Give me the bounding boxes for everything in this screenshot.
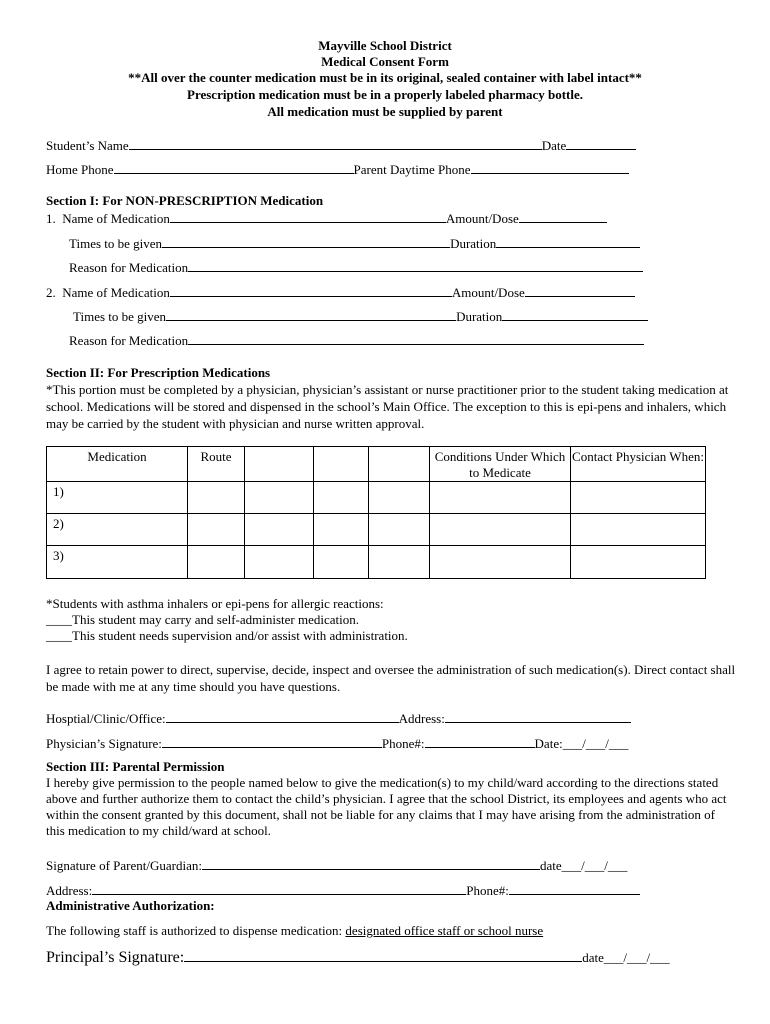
table-cell[interactable] <box>571 546 706 579</box>
table-row <box>47 546 706 579</box>
med1-name-field[interactable] <box>170 210 446 223</box>
parent-date[interactable]: date___/___/___ <box>539 858 628 873</box>
parent-phone-label: Phone#: <box>466 883 509 898</box>
physician-phone-label: Phone#: <box>381 736 425 751</box>
med1-times-row <box>69 235 640 252</box>
student-name-field[interactable] <box>129 137 542 150</box>
row-number[interactable]: 3) <box>47 546 188 579</box>
phone-row <box>46 161 629 178</box>
table-header-row <box>47 447 706 482</box>
med1-reason-field[interactable] <box>188 259 643 272</box>
table-cell[interactable] <box>369 514 430 546</box>
principal-row <box>46 946 670 967</box>
rx-notice: Prescription medication must be in a properly labeled pharmacy bottle. <box>187 87 583 102</box>
parent-address-label: Address: <box>46 883 93 898</box>
table-cell[interactable] <box>188 514 245 546</box>
med2-name-label: Name of Medication <box>62 285 170 300</box>
hospital-address-field[interactable] <box>445 710 631 723</box>
table-cell[interactable] <box>430 482 571 514</box>
med2-times-label: Times to be given <box>73 309 167 324</box>
med1-name-row <box>46 210 607 227</box>
table-cell[interactable] <box>314 514 369 546</box>
parent-signature-label: Signature of Parent/Guardian: <box>46 858 202 873</box>
table-cell[interactable] <box>430 546 571 579</box>
physician-signature-field[interactable] <box>162 735 382 748</box>
parent-signature-row <box>46 857 627 874</box>
home-phone-label: Home Phone <box>46 162 114 177</box>
row-number[interactable]: 1) <box>47 482 188 514</box>
table-cell[interactable] <box>571 482 706 514</box>
table-cell[interactable] <box>314 546 369 579</box>
section2-title: Section II: For Prescription Medications <box>46 365 271 380</box>
med2-reason-label: Reason for Medication <box>69 333 189 348</box>
med1-reason-row <box>69 259 643 276</box>
med1-number: 1. <box>46 211 56 226</box>
parent-phone-field[interactable] <box>471 161 629 174</box>
form-title: Medical Consent Form <box>321 54 449 69</box>
header-conditions: Conditions Under Which to Medicate <box>430 447 571 482</box>
med2-duration-field[interactable] <box>502 308 648 321</box>
option-carry[interactable]: ____This student may carry and self-administer medication. <box>46 612 359 627</box>
section3-title: Section III: Parental Permission <box>46 759 225 774</box>
section2-intro: *This portion must be completed by a physician, physician’s assistant or nurse practitioner prior to the student taking medication at school. Medications will be stored and dispensed in the school’s Main Office. The exception to this is epi-pens and inhalers, which may be carried by the student with physician and nurse written approval. <box>46 382 729 431</box>
table-cell[interactable] <box>188 482 245 514</box>
table-row <box>47 514 706 546</box>
hospital-label: Hosptial/Clinic/Office: <box>46 711 166 726</box>
med2-name-field[interactable] <box>170 284 452 297</box>
asthma-note: *Students with asthma inhalers or epi-pens for allergic reactions: <box>46 596 384 611</box>
med1-duration-label: Duration <box>450 236 497 251</box>
table-cell[interactable] <box>369 482 430 514</box>
med1-amount-label: Amount/Dose <box>445 211 519 226</box>
parent-phone-label: Parent Daytime Phone <box>353 162 471 177</box>
admin-title: Administrative Authorization: <box>46 898 215 913</box>
table-cell[interactable] <box>571 514 706 546</box>
med1-duration-field[interactable] <box>496 235 640 248</box>
med2-times-field[interactable] <box>166 308 456 321</box>
header-blank-2 <box>314 447 369 482</box>
principal-date[interactable]: date___/___/___ <box>582 950 670 965</box>
principal-signature-field[interactable] <box>184 946 582 962</box>
section1-title: Section I: For NON-PRESCRIPTION Medication <box>46 193 324 208</box>
table-cell[interactable] <box>245 546 314 579</box>
hospital-row <box>46 710 631 727</box>
med2-reason-field[interactable] <box>188 332 644 345</box>
header-blank-3 <box>369 447 430 482</box>
med1-name-label: Name of Medication <box>62 211 170 226</box>
header-medication: Medication <box>47 447 188 482</box>
agreement-text: I agree to retain power to direct, supervise, decide, inspect and oversee the administration of such medication(s). Direct contact shall be made with me at any time should you have questions. <box>46 662 736 694</box>
table-cell[interactable] <box>430 514 571 546</box>
student-name-row <box>46 137 636 154</box>
hospital-field[interactable] <box>166 710 399 723</box>
table-row <box>47 482 706 514</box>
otc-notice: **All over the counter medication must be in its original, sealed container with label intact** <box>128 70 642 85</box>
parent-address-field[interactable] <box>92 882 466 895</box>
parent-address-row <box>46 882 640 899</box>
parent-phone-field[interactable] <box>509 882 640 895</box>
physician-signature-label: Physician’s Signature: <box>46 736 162 751</box>
hospital-address-label: Address: <box>398 711 445 726</box>
date-label: Date <box>541 138 567 153</box>
prescription-table <box>46 446 706 579</box>
staff-text: The following staff is authorized to dispense medication: <box>46 923 346 938</box>
physician-row <box>46 735 628 752</box>
table-cell[interactable] <box>369 546 430 579</box>
header-contact-physician: Contact Physician When: <box>571 447 706 482</box>
student-name-label: Student’s Name <box>46 138 129 153</box>
med2-amount-field[interactable] <box>525 284 635 297</box>
header-route: Route <box>188 447 245 482</box>
med2-times-row <box>73 308 648 325</box>
med1-times-field[interactable] <box>162 235 450 248</box>
physician-date[interactable]: Date:___/___/___ <box>534 736 629 751</box>
header-blank-1 <box>245 447 314 482</box>
date-field[interactable] <box>566 137 636 150</box>
med1-reason-label: Reason for Medication <box>69 260 189 275</box>
staff-row <box>46 923 543 939</box>
med2-number: 2. <box>46 285 56 300</box>
med2-amount-label: Amount/Dose <box>451 285 525 300</box>
med1-times-label: Times to be given <box>69 236 163 251</box>
staff-value: designated office staff or school nurse <box>345 923 544 938</box>
supply-notice: All medication must be supplied by parent <box>267 104 503 119</box>
district-title: Mayville School District <box>318 38 452 53</box>
principal-signature-label: Principal’s Signature: <box>46 949 185 966</box>
section3-text: I hereby give permission to the people named below to give the medication(s) to my child/ward according to the directions stated above and further authorize them to contact the child’s physician. I agree that the school District, its employees and agents who act within the consent granted by this document, shall not be liable for any claims that I may have arising from the administration of this medication to my child/ward at school. <box>46 775 727 838</box>
row-number[interactable]: 2) <box>47 514 188 546</box>
home-phone-field[interactable] <box>114 161 354 174</box>
med1-amount-field[interactable] <box>519 210 607 223</box>
med2-reason-row <box>69 332 644 349</box>
option-supervise[interactable]: ____This student needs supervision and/or assist with administration. <box>46 628 408 643</box>
table-cell[interactable] <box>314 482 369 514</box>
table-cell[interactable] <box>245 514 314 546</box>
med2-duration-label: Duration <box>456 309 503 324</box>
physician-phone-field[interactable] <box>425 735 535 748</box>
table-cell[interactable] <box>245 482 314 514</box>
parent-signature-field[interactable] <box>202 857 540 870</box>
med2-name-row <box>46 284 635 301</box>
table-cell[interactable] <box>188 546 245 579</box>
